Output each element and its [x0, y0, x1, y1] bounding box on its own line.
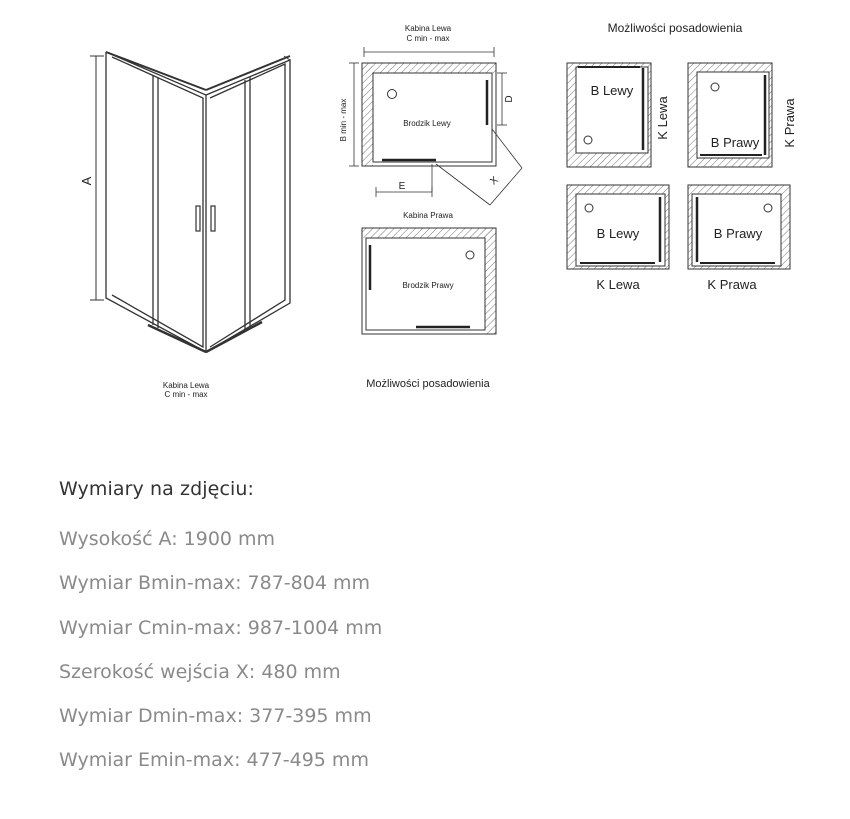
option-b-prawy	[688, 63, 772, 167]
plan-left-tray-label: Brodzik Lewy	[403, 119, 451, 128]
opt-k-lewa-bottom-label: K Lewa	[596, 277, 640, 292]
dim-x-label: X	[488, 174, 501, 188]
specs-heading: Wymiary na zdjęciu:	[59, 478, 255, 500]
cabin-front-view	[90, 52, 290, 352]
option-k-prawa	[688, 185, 790, 269]
spec-row-height-a: Wysokość A: 1900 mm	[59, 528, 276, 550]
spec-row-b: Wymiar Bmin-max: 787-804 mm	[59, 572, 370, 595]
dim-a-label: A	[79, 176, 94, 186]
front-view-caption-line2: C min - max	[164, 390, 208, 399]
spec-row-d: Wymiar Dmin-max: 377-395 mm	[59, 705, 372, 728]
option-b-lewy	[567, 63, 651, 167]
dimensions-spec-list	[59, 478, 819, 794]
plan-kabina-lewa	[349, 24, 522, 205]
spec-row-c: Wymiar Cmin-max: 987-1004 mm	[59, 616, 383, 639]
opt-k-prawa-bottom-label: K Prawa	[707, 277, 757, 292]
spec-row-e: Wymiar Emin-max: 477-495 mm	[59, 749, 369, 772]
opt-b-lewy-2-label: B Lewy	[596, 226, 640, 241]
dim-e-label: E	[398, 181, 406, 192]
plan-left-title-line1: Kabina Lewa	[404, 24, 452, 33]
dim-d-label: D	[504, 95, 515, 103]
plan-right-tray-label: Brodzik Prawy	[402, 281, 454, 290]
plan-right-title: Kabina Prawa	[403, 211, 453, 220]
plan-kabina-prawa	[362, 211, 496, 334]
spec-row-x: Szerokość wejścia X: 480 mm	[59, 660, 341, 683]
opt-k-prawa-side-label: K Prawa	[782, 98, 797, 148]
opt-k-lewa-side-label: K Lewa	[655, 96, 670, 140]
placement-caption-bottom: Możliwości posadowienia	[366, 378, 490, 390]
placement-title: Możliwości posadowienia	[607, 21, 743, 35]
opt-b-prawy-2-label: B Prawy	[713, 226, 763, 241]
opt-b-prawy-label: B Prawy	[710, 135, 760, 150]
front-view-caption-line1: Kabina Lewa	[162, 381, 210, 390]
opt-b-lewy-label: B Lewy	[590, 83, 634, 98]
dim-b-label: B min - max	[339, 98, 348, 142]
plan-left-title-line2: C min - max	[406, 34, 450, 43]
option-k-lewa	[567, 185, 669, 269]
